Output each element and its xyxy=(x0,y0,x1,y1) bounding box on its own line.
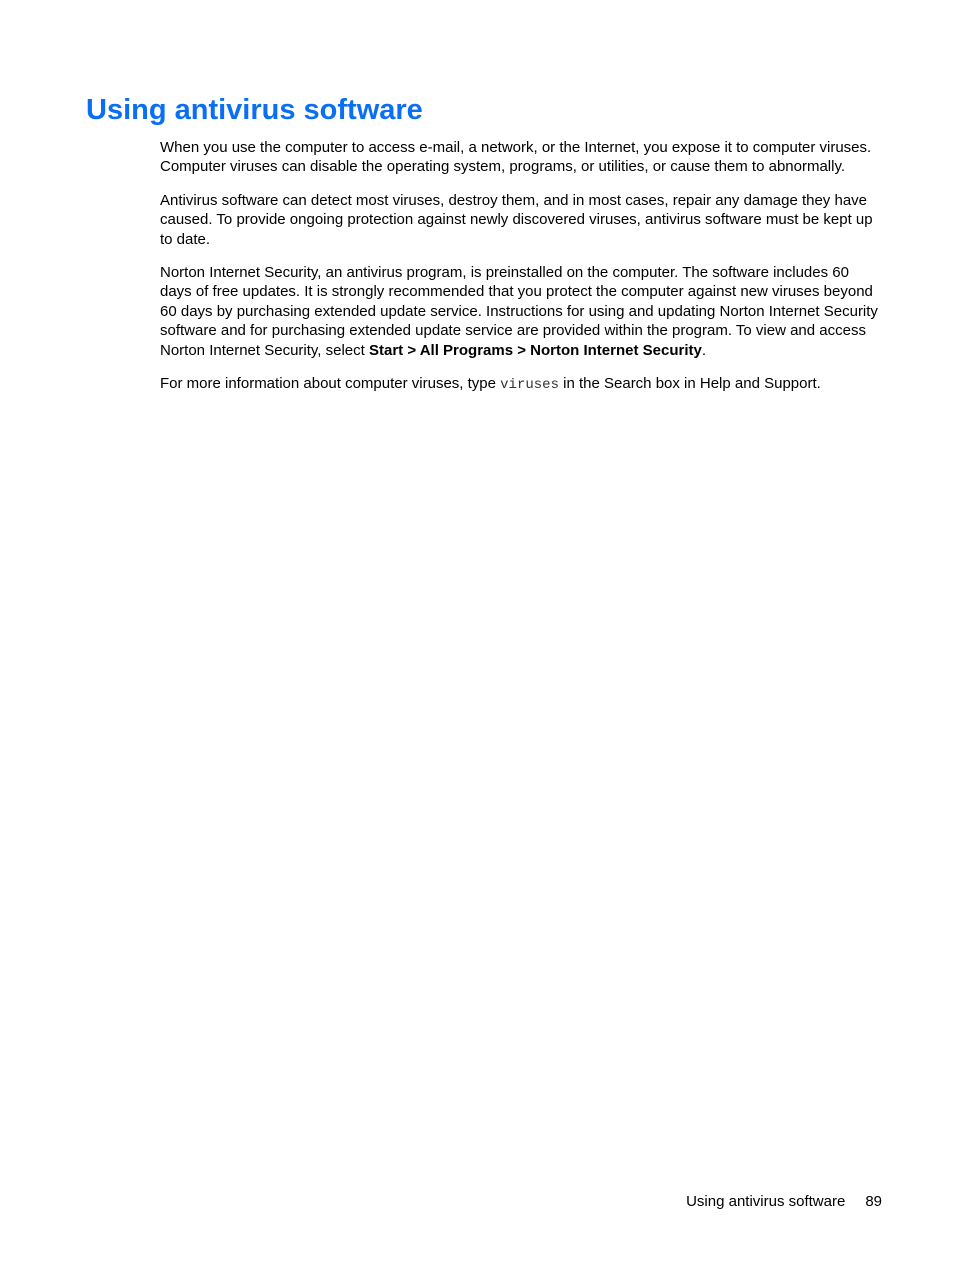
paragraph-viruses-intro: When you use the computer to access e-mail, a network, or the Internet, you expose it to computer viruses. Computer viruses can disable the operating system, programs, or utilities, or cause them to abnormally. xyxy=(160,139,872,176)
paragraph-more-info xyxy=(160,374,884,395)
more-info-text: For more information about computer viruses, type xyxy=(160,375,501,393)
paragraph-norton xyxy=(160,263,884,360)
page-number: 89 xyxy=(865,1193,882,1210)
norton-text: Norton Internet Security, an antivirus program, is preinstalled on the computer. The software includes 60 days of free updates. It is strongly recommended that you protect the computer against new viruses beyond 60 days by purchasing extended update service. Instructions for using and updating Norton Internet Security software and for purchasing extended update service are provided within the program. To view and access Norton Internet Security, select xyxy=(160,264,878,359)
search-term-code: viruses xyxy=(500,377,559,394)
paragraph-antivirus-detect: Antivirus software can detect most viruses, destroy them, and in most cases, repair any damage they have caused. To provide ongoing protection against newly discovered viruses, antivirus software must be kept up to date. xyxy=(160,191,873,248)
menu-path: Start > All Programs > Norton Internet Security xyxy=(368,341,702,359)
page-title: Using antivirus software xyxy=(86,94,423,126)
norton-period: . xyxy=(701,341,707,359)
document-body xyxy=(160,138,884,409)
footer-section-title: Using antivirus software xyxy=(686,1193,846,1210)
page-footer xyxy=(600,1192,882,1212)
more-info-text-end: in the Search box in Help and Support. xyxy=(558,375,821,393)
